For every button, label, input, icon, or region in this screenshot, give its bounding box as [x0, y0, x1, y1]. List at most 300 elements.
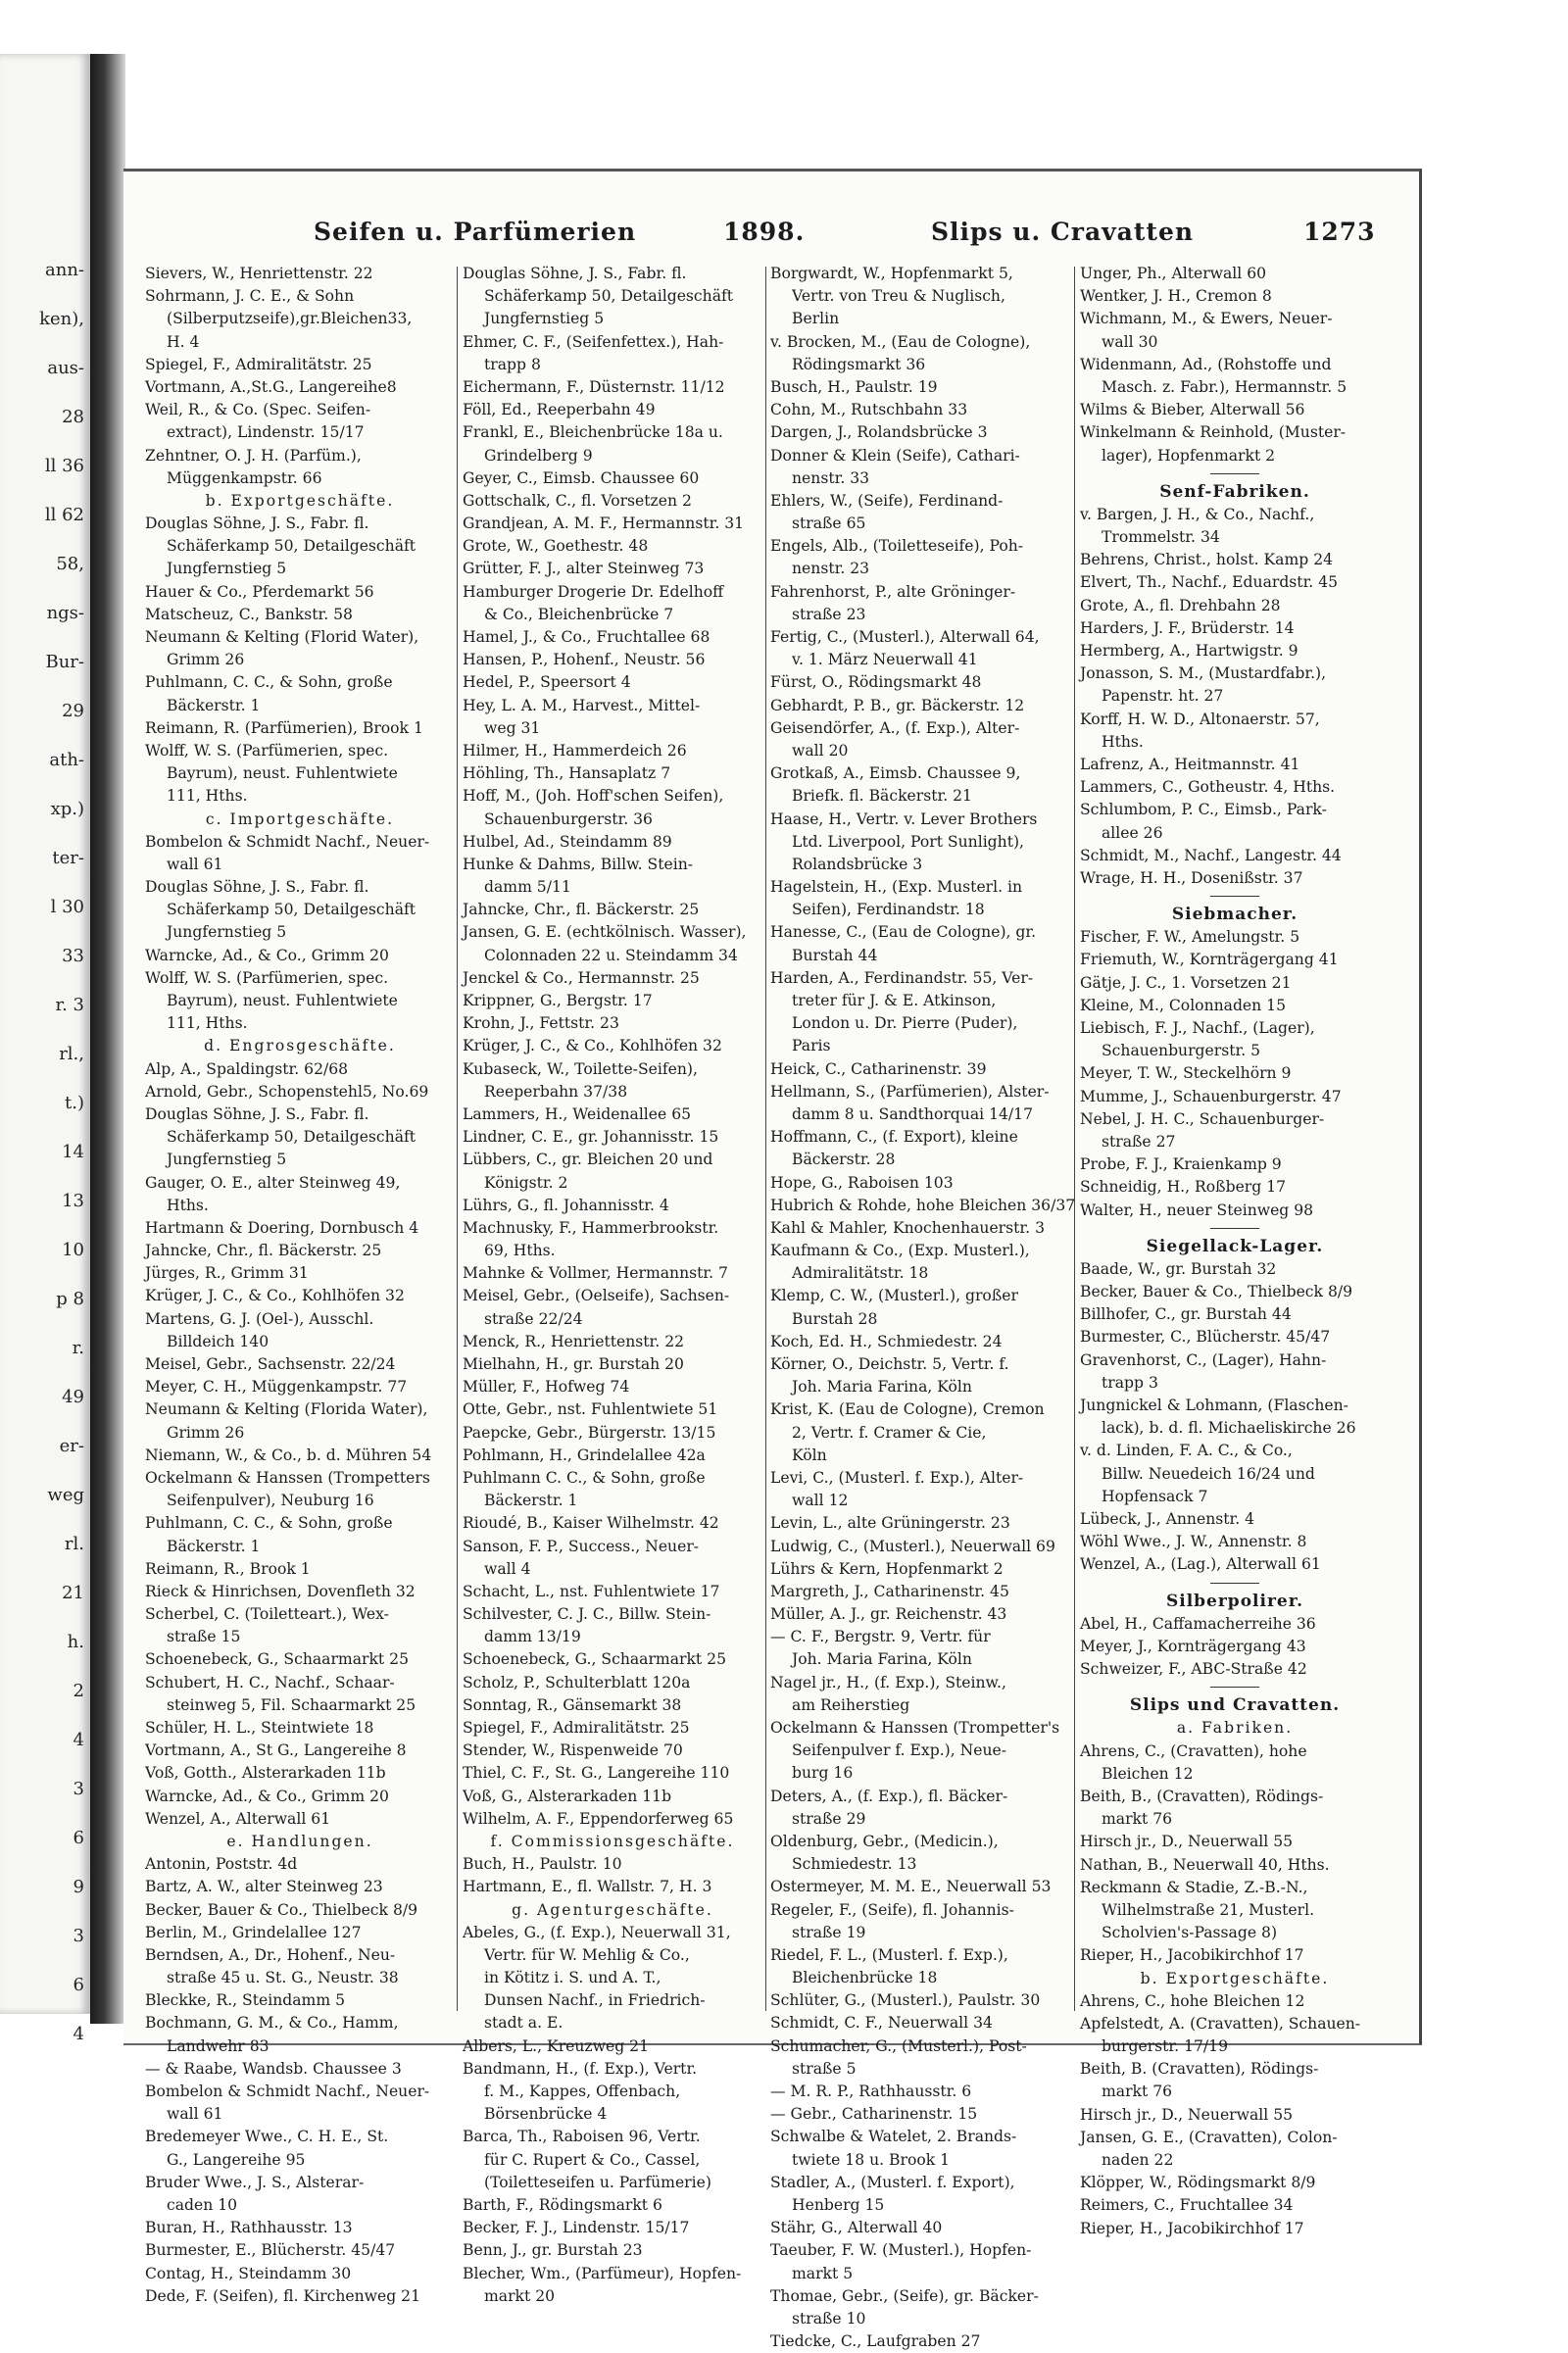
directory-entry: Machnusky, F., Hammerbrookstr.	[463, 1218, 719, 1237]
left-page-fragment: 3	[73, 1779, 84, 1799]
directory-entry: Gätje, J. C., 1. Vorsetzen 21	[1080, 973, 1292, 992]
directory-entry: Wenzel, A., (Lag.), Alterwall 61	[1080, 1555, 1321, 1574]
directory-entry: Hedel, P., Speersort 4	[463, 673, 631, 692]
section-heading: f. Commissionsgeschäfte.	[490, 1832, 735, 1850]
left-page-fragment: Bur-	[45, 652, 84, 672]
directory-entry: Taeuber, F. W. (Musterl.), Hopfen-	[770, 2241, 1032, 2260]
directory-entry: Meisel, Gebr., (Oelseife), Sachsen-	[463, 1287, 730, 1305]
directory-entry: Korff, H. W. D., Altonaerstr. 57,	[1080, 710, 1320, 728]
left-page-fragment: 33	[62, 946, 84, 966]
directory-entry: Riedel, F. L., (Musterl. f. Exp.),	[770, 1945, 1008, 1964]
directory-entry: Wolff, W. S. (Parfümerien, spec.	[145, 968, 389, 987]
directory-entry: Lammers, H., Weidenallee 65	[463, 1104, 692, 1123]
directory-entry-continuation: Briefk. fl. Bäckerstr. 21	[792, 787, 972, 806]
directory-entry: Busch, H., Paulstr. 19	[770, 377, 938, 396]
directory-entry: — & Raabe, Wandsb. Chaussee 3	[145, 2059, 402, 2078]
directory-entry: Spiegel, F., Admiralitätstr. 25	[463, 1719, 690, 1737]
directory-entry: Berlin, M., Grindelallee 127	[145, 1923, 362, 1941]
directory-entry-continuation: Admiralitätstr. 18	[792, 1264, 929, 1283]
directory-entry: Lührs & Kern, Hopfenmarkt 2	[770, 1559, 1004, 1578]
directory-entry: Kahl & Mahler, Knochenhauerstr. 3	[770, 1218, 1045, 1237]
directory-entry: Lübbers, C., gr. Bleichen 20 und	[463, 1151, 713, 1169]
left-page-fragment: 10	[62, 1240, 84, 1260]
directory-entry: Hope, G., Raboisen 103	[770, 1173, 954, 1192]
directory-entry: Alp, A., Spaldingstr. 62/68	[145, 1059, 349, 1078]
directory-entry: Friemuth, W., Kornträgergang 41	[1080, 951, 1339, 969]
left-page-fragment: 4	[73, 1730, 84, 1750]
directory-entry: Hagelstein, H., (Exp. Musterl. in	[770, 878, 1023, 897]
left-page-fragment: 21	[62, 1583, 84, 1603]
directory-entry: Beith, B., (Cravatten), Rödings-	[1080, 1788, 1324, 1805]
directory-entry: Benn, J., gr. Burstah 23	[463, 2241, 643, 2260]
directory-entry: Klöpper, W., Rödingsmarkt 8/9	[1080, 2174, 1316, 2192]
directory-entry: Lührs, G., fl. Johannisstr. 4	[463, 1196, 669, 1214]
directory-entry: — M. R. P., Rathhausstr. 6	[770, 2083, 972, 2100]
directory-entry-continuation: Henberg 15	[792, 2195, 885, 2214]
directory-entry: Walter, H., neuer Steinweg 98	[1080, 1201, 1314, 1219]
directory-entry: Gebhardt, P. B., gr. Bäckerstr. 12	[770, 696, 1025, 714]
directory-entry: Hey, L. A. M., Harvest., Mittel-	[463, 696, 701, 714]
directory-entry-continuation: Papenstr. ht. 27	[1102, 687, 1224, 706]
directory-entry-continuation: Ltd. Liverpool, Port Sunlight),	[792, 832, 1025, 851]
directory-entry-continuation: H. 4	[167, 332, 200, 351]
directory-entry-continuation: twiete 18 u. Brook 1	[792, 2150, 951, 2169]
directory-entry: Hauer & Co., Pferdemarkt 56	[145, 582, 374, 601]
directory-entry-continuation: wall 12	[792, 1492, 849, 1510]
directory-entry: Weil, R., & Co. (Spec. Seifen-	[145, 401, 371, 419]
directory-entry: Sievers, W., Henriettenstr. 22	[145, 265, 373, 282]
directory-entry-continuation: Billw. Neuedeich 16/24 und	[1102, 1464, 1315, 1483]
section-rule	[1080, 1681, 1390, 1694]
directory-entry: Wrage, H. H., Dosenißstr. 37	[1080, 868, 1303, 887]
left-page-fragment: ll 36	[44, 456, 84, 476]
directory-entry-continuation: straße 5	[792, 2059, 857, 2078]
directory-entry-continuation: Schäferkamp 50, Detailgeschäft	[167, 537, 416, 556]
directory-entry-continuation: naden 22	[1102, 2151, 1174, 2169]
directory-entry: Regeler, F., (Seife), fl. Johannis-	[770, 1900, 1014, 1919]
left-page-fragment: ll 62	[44, 505, 84, 525]
directory-entry: Behrens, Christ., holst. Kamp 24	[1080, 551, 1334, 569]
directory-entry: Grandjean, A. M. F., Hermannstr. 31	[463, 515, 745, 533]
column-divider	[457, 267, 458, 2011]
directory-entry-continuation: Schäferkamp 50, Detailgeschäft	[167, 1128, 416, 1147]
header-right-title: Slips u. Cravatten	[931, 218, 1195, 246]
header-left-title: Seifen u. Parfümerien	[314, 218, 637, 246]
directory-entry: Spiegel, F., Admiralitätstr. 25	[145, 355, 372, 373]
directory-entry-continuation: 111, Hths.	[167, 787, 248, 806]
left-page-fragment: 2	[73, 1681, 84, 1701]
category-heading: Slips und Cravatten.	[1129, 1695, 1341, 1716]
directory-entry: Puhlmann C. C., & Sohn, große	[463, 1468, 706, 1487]
directory-entry: Martens, G. J. (Oel-), Ausschl.	[145, 1309, 374, 1328]
directory-entry-continuation: 111, Hths.	[167, 1014, 248, 1033]
directory-entry: Grütter, F. J., alter Steinweg 73	[463, 560, 705, 578]
directory-entry-continuation: Berlin	[792, 310, 840, 328]
directory-entry: Jonasson, S. M., (Mustardfabr.),	[1080, 664, 1327, 683]
directory-entry: Hermberg, A., Hartwigstr. 9	[1080, 642, 1298, 660]
directory-entry-continuation: Colonnaden 22 u. Steindamm 34	[484, 946, 738, 964]
directory-entry: Meyer, J., Kornträgergang 43	[1080, 1637, 1306, 1655]
directory-entry-continuation: treter für J. & E. Atkinson,	[792, 992, 997, 1009]
directory-entry: Zehntner, O. J. H. (Parfüm.),	[145, 446, 362, 465]
directory-entry-continuation: markt 20	[484, 2286, 556, 2305]
directory-entry: Schmidt, M., Nachf., Langestr. 44	[1080, 846, 1342, 864]
directory-entry-continuation: G., Langereihe 95	[167, 2150, 306, 2169]
directory-entry: Bombelon & Schmidt Nachf., Neuer-	[145, 832, 430, 851]
directory-entry: Fischer, F. W., Amelungstr. 5	[1080, 928, 1300, 947]
directory-entry: Bredemeyer Wwe., C. H. E., St.	[145, 2128, 389, 2146]
directory-entry: Bandmann, H., (f. Exp.), Vertr.	[463, 2059, 698, 2078]
directory-entry: Dargen, J., Rolandsbrücke 3	[770, 423, 988, 442]
column-divider	[765, 267, 766, 2011]
header-year: 1898.	[723, 218, 806, 246]
directory-entry: Ehlers, W., (Seife), Ferdinand-	[770, 491, 1004, 510]
directory-entry: Körner, O., Deichstr. 5, Vertr. f.	[770, 1355, 1009, 1373]
directory-entry-continuation: Joh. Maria Farina, Köln	[792, 1378, 972, 1397]
directory-entry-continuation: burg 16	[792, 1764, 854, 1783]
left-page-edge	[0, 54, 92, 2044]
directory-entry-continuation: Vertr. von Treu & Nuglisch,	[792, 287, 1005, 306]
directory-entry: Ahrens, C., (Cravatten), hohe	[1080, 1741, 1307, 1760]
directory-entry: Douglas Söhne, J. S., Fabr. fl.	[145, 515, 369, 533]
directory-entry-continuation: Jungfernstieg 5	[484, 310, 605, 328]
directory-entry: Barca, Th., Raboisen 96, Vertr.	[463, 2128, 701, 2146]
directory-entry: Frankl, E., Bleichenbrücke 18a u.	[463, 423, 723, 442]
directory-entry-continuation: Schauenburgerstr. 5	[1102, 1042, 1261, 1060]
directory-entry: Voß, G., Alsterarkaden 11b	[463, 1787, 672, 1805]
directory-entry: Jahncke, Chr., fl. Bäckerstr. 25	[463, 901, 700, 919]
directory-entry-continuation: wall 20	[792, 741, 849, 760]
directory-entry: Krüger, J. C., & Co., Kohlhöfen 32	[145, 1287, 405, 1305]
directory-entry: Hoffmann, C., (f. Export), kleine	[770, 1128, 1018, 1147]
category-heading: Siegellack-Lager.	[1146, 1236, 1324, 1256]
directory-entry: Hoff, M., (Joh. Hoff'schen Seifen),	[463, 787, 724, 806]
left-page-fragment: aus-	[47, 358, 84, 378]
directory-entry: Bartz, A. W., alter Steinweg 23	[145, 1878, 383, 1896]
directory-entry: v. Bargen, J. H., & Co., Nachf.,	[1080, 505, 1315, 523]
directory-entry: Wöhl Wwe., J. W., Annenstr. 8	[1080, 1533, 1307, 1551]
directory-entry-continuation: Joh. Maria Farina, Köln	[792, 1650, 972, 1669]
category-heading: Silberpolirer.	[1165, 1591, 1304, 1611]
category-heading: Siebmacher.	[1171, 905, 1298, 925]
left-page-fragment: 13	[62, 1191, 84, 1211]
directory-entry: Stender, W., Rispenweide 70	[463, 1741, 683, 1760]
directory-entry: v. d. Linden, F. A. C., & Co.,	[1080, 1442, 1293, 1460]
directory-entry: Hansen, P., Hohenf., Neustr. 56	[463, 651, 706, 669]
directory-entry-continuation: nenstr. 33	[792, 468, 870, 487]
directory-entry: Becker, Bauer & Co., Thielbeck 8/9	[1080, 1283, 1353, 1301]
directory-entry: Schilvester, C. J. C., Billw. Stein-	[463, 1605, 711, 1624]
directory-entry-continuation: Hopfensack 7	[1102, 1487, 1208, 1505]
directory-entry: Hanesse, C., (Eau de Cologne), gr.	[770, 923, 1037, 942]
directory-entry: Albers, L., Kreuzweg 21	[463, 2036, 650, 2055]
left-page-fragment: t.)	[65, 1093, 84, 1113]
left-page-fragment: xp.)	[50, 799, 84, 819]
directory-entry-continuation: damm 5/11	[484, 878, 571, 897]
directory-entry: Schoenebeck, G., Schaarmarkt 25	[145, 1650, 409, 1669]
directory-entry: Wentker, J. H., Cremon 8	[1080, 287, 1272, 306]
directory-entry: Grotkaß, A., Eimsb. Chaussee 9,	[770, 764, 1021, 783]
directory-entry: Ostermeyer, M. M. E., Neuerwall 53	[770, 1878, 1052, 1896]
directory-entry-continuation: Hths.	[1102, 732, 1144, 751]
left-page-fragment: ath-	[49, 750, 84, 770]
directory-entry: Widenmann, Ad., (Rohstoffe und	[1080, 355, 1332, 373]
directory-entry-continuation: markt 5	[792, 2264, 854, 2282]
directory-entry-continuation: Seifen), Ferdinandstr. 18	[792, 901, 985, 919]
directory-entry: Schlüter, G., (Musterl.), Paulstr. 30	[770, 1991, 1041, 2010]
directory-entry: Vortmann, A., St G., Langereihe 8	[145, 1741, 407, 1760]
left-page-fragment: 49	[62, 1387, 84, 1407]
directory-entry: Puhlmann, C. C., & Sohn, große	[145, 1514, 393, 1533]
directory-entry: Donner & Klein (Seife), Cathari-	[770, 446, 1020, 465]
directory-entry-continuation: am Reiherstieg	[792, 1695, 910, 1714]
directory-entry: Cohn, M., Rutschbahn 33	[770, 401, 968, 419]
directory-entry-continuation: Bleichenbrücke 18	[792, 1969, 938, 1987]
directory-entry-continuation: (Toiletteseifen u. Parfümerie)	[484, 2173, 711, 2191]
directory-entry: Neumann & Kelting (Florid Water),	[145, 628, 419, 646]
left-page-fragment: r. 3	[55, 995, 84, 1015]
directory-entry-continuation: straße 22/24	[484, 1309, 583, 1328]
directory-entry: Hirsch jr., D., Neuerwall 55	[1080, 2105, 1294, 2124]
directory-entry-continuation: wall 30	[1102, 332, 1158, 351]
directory-entry-continuation: Bayrum), neust. Fuhlentwiete	[167, 764, 398, 783]
left-page-fragment: p 8	[56, 1289, 84, 1309]
directory-entry: Fürst, O., Rödingsmarkt 48	[770, 673, 982, 692]
directory-entry: Meyer, T. W., Steckelhörn 9	[1080, 1064, 1292, 1083]
directory-entry: Wilms & Bieber, Alterwall 56	[1080, 401, 1305, 419]
section-heading: g. Agenturgeschäfte.	[512, 1900, 713, 1919]
directory-entry: Schneidig, H., Roßberg 17	[1080, 1178, 1287, 1197]
directory-entry: Schweizer, F., ABC-Straße 42	[1080, 1660, 1307, 1679]
directory-entry-continuation: trapp 8	[484, 355, 541, 373]
directory-entry: Kleine, M., Colonnaden 15	[1080, 996, 1287, 1014]
directory-entry: Jansen, G. E., (Cravatten), Colon-	[1080, 2128, 1338, 2146]
directory-entry-continuation: Hths.	[167, 1196, 209, 1214]
directory-entry: Krüger, J. C., & Co., Kohlhöfen 32	[463, 1037, 722, 1055]
directory-entry: Becker, Bauer & Co., Thielbeck 8/9	[145, 1900, 418, 1919]
directory-entry: Ehmer, C. F., (Seifenfettex.), Hah-	[463, 332, 724, 351]
directory-entry: v. Brocken, M., (Eau de Cologne),	[770, 332, 1031, 351]
directory-entry-continuation: Landwehr 83	[167, 2036, 270, 2055]
directory-entry-continuation: Seifenpulver f. Exp.), Neue-	[792, 1741, 1007, 1760]
directory-entry: Thomae, Gebr., (Seife), gr. Bäcker-	[770, 2286, 1039, 2305]
directory-entry: Rieck & Hinrichsen, Dovenfleth 32	[145, 1582, 416, 1600]
directory-entry: Ockelmann & Hanssen (Trompetters	[145, 1468, 430, 1487]
directory-entry: Ludwig, C., (Musterl.), Neuerwall 69	[770, 1537, 1055, 1555]
section-heading: b. Exportgeschäfte.	[205, 491, 395, 510]
directory-entry-continuation: Köln	[792, 1446, 827, 1464]
directory-entry-continuation: London u. Dr. Pierre (Puder),	[792, 1014, 1018, 1033]
directory-entry-continuation: wall 4	[484, 1559, 531, 1578]
left-page-fragment: 4	[73, 2024, 84, 2044]
directory-entry: Klemp, C. W., (Musterl.), großer	[770, 1287, 1018, 1305]
directory-entry-continuation: straße 15	[167, 1628, 241, 1646]
section-heading: e. Handlungen.	[226, 1832, 373, 1850]
directory-entry: Wolff, W. S. (Parfümerien, spec.	[145, 741, 389, 760]
directory-entry: Nebel, J. H. C., Schauenburger-	[1080, 1109, 1325, 1128]
directory-entry: Matscheuz, C., Bankstr. 58	[145, 605, 353, 623]
directory-entry: Fahrenhorst, P., alte Gröninger-	[770, 582, 1016, 601]
directory-entry: Voß, Gotth., Alsterarkaden 11b	[145, 1764, 386, 1783]
directory-entry-continuation: markt 76	[1102, 1810, 1173, 1829]
directory-entry: Hartmann, E., fl. Wallstr. 7, H. 3	[463, 1878, 712, 1896]
directory-entry-continuation: extract), Lindenstr. 15/17	[167, 423, 365, 442]
directory-entry: Beith, B. (Cravatten), Rödings-	[1080, 2060, 1319, 2079]
directory-entry: Otte, Gebr., nst. Fuhlentwiete 51	[463, 1400, 718, 1419]
directory-entry: Probe, F. J., Kraienkamp 9	[1080, 1155, 1282, 1174]
directory-entry: Blecher, Wm., (Parfümeur), Hopfen-	[463, 2264, 742, 2282]
directory-entry-continuation: v. 1. März Neuerwall 41	[792, 651, 978, 669]
directory-entry-continuation: markt 76	[1102, 2083, 1173, 2101]
directory-entry: Antonin, Poststr. 4d	[145, 1855, 298, 1874]
directory-entry: — Gebr., Catharinenstr. 15	[770, 2105, 978, 2124]
directory-entry: Billhofer, C., gr. Burstah 44	[1080, 1305, 1292, 1324]
directory-entry-continuation: wall 61	[167, 2105, 223, 2124]
directory-entry-continuation: Bäckerstr. 1	[167, 696, 261, 714]
directory-entry-continuation: Bäckerstr. 28	[792, 1151, 896, 1169]
left-page-fragment: ken),	[39, 309, 84, 329]
directory-entry: Krohn, J., Fettstr. 23	[463, 1014, 619, 1033]
directory-entry-continuation: straße 65	[792, 515, 866, 533]
left-page-fragment: h.	[67, 1632, 84, 1652]
directory-entry: Föll, Ed., Reeperbahn 49	[463, 401, 656, 419]
directory-entry-continuation: Schauenburgerstr. 36	[484, 809, 653, 828]
directory-entry-continuation: für C. Rupert & Co., Cassel,	[484, 2150, 701, 2169]
directory-entry: Rieper, H., Jacobikirchhof 17	[1080, 1946, 1304, 1965]
directory-entry: Reckmann & Stadie, Z.-B.-N.,	[1080, 1878, 1308, 1896]
directory-entry: Contag, H., Steindamm 30	[145, 2264, 352, 2282]
category-heading: Senf-Fabriken.	[1159, 481, 1310, 502]
directory-entry-continuation: straße 23	[792, 605, 866, 623]
directory-entry: Lammers, C., Gotheustr. 4, Hths.	[1080, 778, 1336, 797]
directory-entry-continuation: weg 31	[484, 718, 541, 737]
book-gutter	[90, 54, 125, 2024]
directory-entry: Engels, Alb., (Toiletteseife), Poh-	[770, 537, 1024, 556]
directory-entry: Douglas Söhne, J. S., Fabr. fl.	[463, 265, 687, 282]
directory-entry: Warncke, Ad., & Co., Grimm 20	[145, 1787, 389, 1805]
directory-entry: Harden, A., Ferdinandstr. 55, Ver-	[770, 968, 1034, 987]
left-page-fragment: ann-	[45, 260, 84, 280]
directory-entry: Krist, K. (Eau de Cologne), Cremon	[770, 1400, 1045, 1419]
directory-entry: Fertig, C., (Musterl.), Alterwall 64,	[770, 628, 1040, 646]
directory-entry: Vortmann, A.,St.G., Langereihe8	[145, 377, 397, 396]
directory-entry: Gravenhorst, C., (Lager), Hahn-	[1080, 1350, 1327, 1369]
directory-entry: Liebisch, F. J., Nachf., (Lager),	[1080, 1019, 1315, 1037]
directory-entry: Puhlmann, C. C., & Sohn, große	[145, 673, 393, 692]
left-page-fragment: rl.,	[59, 1044, 84, 1064]
left-page-fragment: 9	[73, 1877, 84, 1897]
directory-entry: Lafrenz, A., Heitmannstr. 41	[1080, 755, 1300, 773]
directory-entry-continuation: Wilhelmstraße 21, Musterl.	[1102, 1900, 1315, 1919]
column-3	[770, 263, 1076, 2351]
left-page-fragment: r.	[72, 1338, 84, 1358]
directory-entry-continuation: Vertr. für W. Mehlig & Co.,	[484, 1945, 690, 1964]
directory-entry: Warncke, Ad., & Co., Grimm 20	[145, 946, 389, 964]
left-page-fragment: er-	[59, 1436, 84, 1456]
directory-entry: Geisendörfer, A., (f. Exp.), Alter-	[770, 718, 1020, 737]
column-1	[145, 263, 455, 2305]
directory-entry: Bochmann, G. M., & Co., Hamm,	[145, 2014, 399, 2033]
left-page-fragment: weg	[47, 1485, 84, 1505]
directory-entry: Deters, A., (f. Exp.), fl. Bäcker-	[770, 1787, 1008, 1805]
directory-entry-continuation: lager), Hopfenmarkt 2	[1102, 446, 1276, 465]
directory-entry: Schwalbe & Watelet, 2. Brands-	[770, 2128, 1017, 2146]
directory-entry: Hilmer, H., Hammerdeich 26	[463, 741, 687, 760]
directory-entry: Dede, F. (Seifen), fl. Kirchenweg 21	[145, 2286, 420, 2305]
directory-entry: Bruder Wwe., J. S., Alsterar-	[145, 2173, 365, 2191]
directory-entry-continuation: Grimm 26	[167, 1423, 245, 1442]
directory-entry-continuation: straße 10	[792, 2309, 866, 2328]
directory-entry-continuation: Scholvien's-Passage 8)	[1102, 1924, 1278, 1942]
column-divider	[1074, 267, 1075, 2011]
directory-entry: Levi, C., (Musterl. f. Exp.), Alter-	[770, 1468, 1024, 1487]
directory-entry: — C. F., Bergstr. 9, Vertr. für	[770, 1628, 991, 1646]
directory-entry: Becker, F. J., Lindenstr. 15/17	[463, 2219, 690, 2237]
directory-entry: Schmidt, C. F., Neuerwall 34	[770, 2014, 993, 2033]
directory-entry: Paepcke, Gebr., Bürgerstr. 13/15	[463, 1423, 716, 1442]
directory-entry-continuation: Burstah 28	[792, 1309, 878, 1328]
directory-entry-continuation: Burstah 44	[792, 946, 878, 964]
directory-entry: Sonntag, R., Gänsemarkt 38	[463, 1695, 682, 1714]
directory-entry-continuation: 2, Vertr. f. Cramer & Cie,	[792, 1423, 987, 1442]
directory-entry-continuation: & Co., Bleichenbrücke 7	[484, 605, 674, 623]
directory-entry: Buch, H., Paulstr. 10	[463, 1855, 622, 1874]
directory-entry: Kaufmann & Co., (Exp. Musterl.),	[770, 1242, 1030, 1260]
directory-entry: Mahnke & Vollmer, Hermannstr. 7	[463, 1264, 728, 1283]
directory-entry: Elvert, Th., Nachf., Eduardstr. 45	[1080, 573, 1339, 592]
page-header	[186, 218, 1401, 253]
directory-entry: Hellmann, S., (Parfümerien), Alster-	[770, 1082, 1050, 1101]
directory-entry-continuation: 69, Hths.	[484, 1242, 556, 1260]
directory-entry: Nathan, B., Neuerwall 40, Hths.	[1080, 1855, 1330, 1874]
directory-entry: Ockelmann & Hanssen (Trompetter's	[770, 1719, 1060, 1737]
directory-entry-continuation: Reeperbahn 37/38	[484, 1082, 628, 1101]
left-page-fragment: 58,	[56, 554, 84, 574]
directory-entry: Schoenebeck, G., Schaarmarkt 25	[463, 1650, 726, 1669]
directory-entry: Scholz, P., Schulterblatt 120a	[463, 1673, 691, 1691]
left-page-fragment: ter-	[52, 848, 84, 868]
directory-entry: Eichermann, F., Düsternstr. 11/12	[463, 377, 725, 396]
directory-entry-continuation: stadt a. E.	[484, 2014, 564, 2033]
section-rule	[1080, 890, 1390, 904]
left-page-fragment: 6	[73, 1828, 84, 1848]
directory-entry: Borgwardt, W., Hopfenmarkt 5,	[770, 265, 1013, 282]
directory-entry-continuation: damm 8 u. Sandthorquai 14/17	[792, 1104, 1034, 1123]
directory-entry: Schumacher, G., (Musterl.), Post-	[770, 2036, 1027, 2055]
directory-entry-continuation: straße 27	[1102, 1132, 1176, 1151]
directory-entry: Schacht, L., nst. Fuhlentwiete 17	[463, 1582, 720, 1600]
directory-entry-continuation: Trommelstr. 34	[1102, 528, 1220, 547]
directory-entry: Harders, J. F., Brüderstr. 14	[1080, 618, 1295, 637]
directory-entry: Arnold, Gebr., Schopenstehl5, No.69	[145, 1082, 429, 1101]
directory-entry: Reimann, R., Brook 1	[145, 1559, 311, 1578]
directory-entry: Schlumbom, P. C., Eimsb., Park-	[1080, 801, 1327, 819]
directory-entry: Heick, C., Catharinenstr. 39	[770, 1059, 987, 1078]
directory-entry-continuation: Jungfernstieg 5	[167, 1151, 287, 1169]
directory-entry: Menck, R., Henriettenstr. 22	[463, 1332, 685, 1350]
directory-entry: Nagel jr., H., (f. Exp.), Steinw.,	[770, 1673, 1006, 1691]
directory-entry: Hunke & Dahms, Billw. Stein-	[463, 855, 694, 873]
directory-entry: Oldenburg, Gebr., (Medicin.),	[770, 1832, 999, 1850]
directory-entry-continuation: steinweg 5, Fil. Schaarmarkt 25	[167, 1695, 416, 1714]
directory-entry: Mumme, J., Schauenburgerstr. 47	[1080, 1087, 1342, 1105]
directory-entry-continuation: trapp 3	[1102, 1373, 1158, 1392]
directory-entry: Grote, W., Goethestr. 48	[463, 537, 649, 556]
directory-entry-continuation: in Kötitz i. S. und A. T.,	[484, 1969, 662, 1987]
directory-entry: Sohrmann, J. C. E., & Sohn	[145, 287, 355, 306]
directory-entry-continuation: Bäckerstr. 1	[167, 1537, 261, 1555]
directory-entry: Kubaseck, W., Toilette-Seifen),	[463, 1059, 698, 1078]
